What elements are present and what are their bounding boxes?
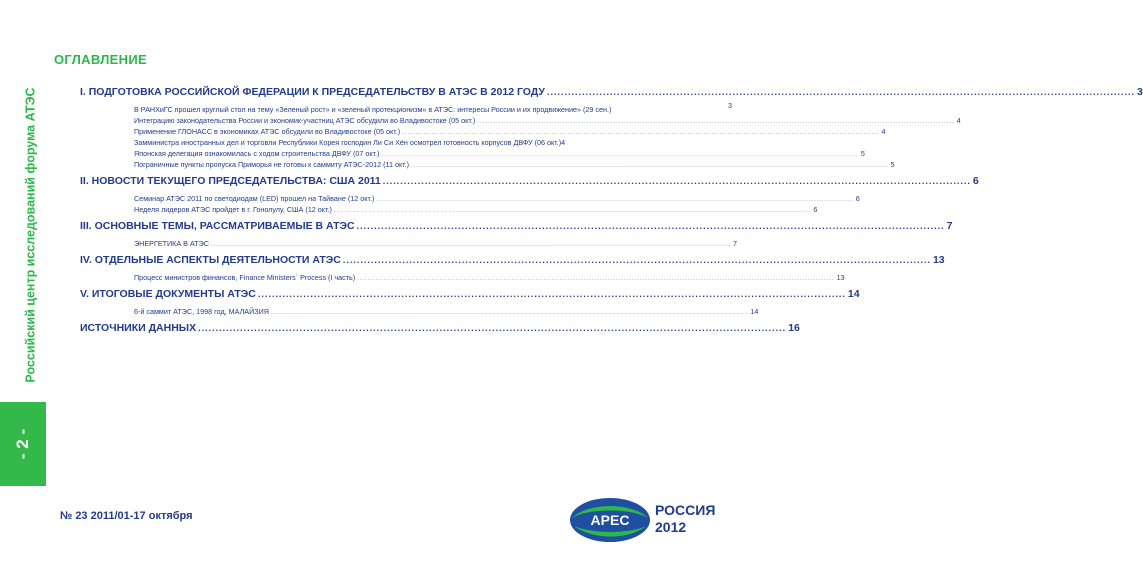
- toc-entry-label: V. ИТОГОВЫЕ ДОКУМЕНТЫ АТЭС: [80, 288, 256, 300]
- toc-section-1[interactable]: [80, 85, 1143, 100]
- toc-entry-label: ИСТОЧНИКИ ДАННЫХ: [80, 322, 197, 334]
- toc-page-number: 7: [733, 239, 738, 248]
- side-vertical-title: [20, 80, 42, 390]
- toc-page-number: 14: [750, 307, 759, 316]
- toc-leader-dots: ...................................................................................................................................................................................: [333, 208, 812, 214]
- toc-leader-dots: ........................................................................................................................................................................: [342, 255, 931, 265]
- toc-subentry[interactable]: [134, 115, 961, 126]
- toc-section-5[interactable]: [80, 287, 860, 302]
- toc-page-number: 4: [881, 127, 886, 136]
- toc-entry-label: Интеграцию законодательства России и экономик-участниц АТЭС обсудили во Владивостоке (05 окт.): [134, 116, 476, 125]
- toc-entry-label: В РАНХиГС прошел круглый стол на тему «Зеленый рост» и «зеленый протекционизм» в АТЭС: интересы России и их продвижение» (29 сен.): [134, 105, 612, 114]
- toc-section-2[interactable]: [80, 174, 979, 189]
- toc-entry-label: Замминистра иностранных дел и торговли Республики Корея господин Ли Си Хён осмотрел готовность корпусов ДВФУ (06 окт.): [134, 138, 562, 147]
- toc-page-number: 6: [855, 194, 860, 203]
- page-number-tab: [0, 402, 46, 486]
- toc-leader-dots: ........................................................................................................................................................................: [257, 289, 846, 299]
- toc-subentry[interactable]: [134, 193, 860, 204]
- toc-page-number: 16: [788, 322, 800, 334]
- toc-section-4[interactable]: [80, 253, 945, 268]
- toc-page-number: 6: [813, 205, 818, 214]
- toc-leader-dots: ...................................................................................................................................................................................: [477, 119, 955, 125]
- toc-entry-label: Японская делегация ознакомилась с ходом строительства ДВФУ (07 окт.): [134, 149, 380, 158]
- toc-entry-label: 6-й саммит АТЭС, 1998 год, МАЛАЙЗИЯ: [134, 307, 269, 316]
- issue-number-date: № 23 2011/01-17 октября: [60, 510, 193, 522]
- toc-leader-dots: ...................................................................................................................................................................................: [357, 276, 835, 282]
- toc-subentry[interactable]: [134, 306, 759, 317]
- toc-leader-dots: ........................................................................................................................................................................: [356, 221, 945, 231]
- toc-entry-label: III. ОСНОВНЫЕ ТЕМЫ, РАССМАТРИВАЕМЫЕ В АТЭС: [80, 220, 355, 232]
- logo-caption: [655, 502, 715, 536]
- logo-year: 2012: [655, 519, 687, 535]
- toc-subentry[interactable]: [134, 104, 664, 115]
- toc-page-number-overflow: 3: [728, 101, 732, 110]
- toc-page-number: 13: [932, 254, 945, 266]
- toc-leader-dots: ...................................................................................................................................................................................: [376, 197, 854, 203]
- toc-leader-dots: ...................................................................................................................................................................................: [402, 130, 880, 136]
- toc-page-number: 4: [561, 138, 566, 147]
- toc-entry-label: Семинар АТЭС 2011 по светодиодам (LED) прошел на Тайване (12 окт.): [134, 194, 375, 203]
- logo-country: РОССИЯ: [655, 502, 716, 518]
- toc-entry-label: Применение ГЛОНАСС в экономиках АТЭС обсудили во Владивостоке (05 окт.): [134, 127, 401, 136]
- toc-section-sources[interactable]: [80, 321, 800, 336]
- toc-leader-dots: ...................................................................................................................................................................................: [411, 163, 889, 169]
- toc-subentry[interactable]: [134, 238, 738, 249]
- toc-page-number: 5: [860, 149, 865, 158]
- toc-leader-dots: ...................................................................................................................................................................................: [270, 310, 749, 316]
- toc-entry-label: IV. ОТДЕЛЬНЫЕ АСПЕКТЫ ДЕЯТЕЛЬНОСТИ АТЭС: [80, 254, 341, 266]
- toc-leader-dots: ........................................................................................................................................................................: [546, 87, 1136, 97]
- toc-page-number: 14: [847, 288, 860, 300]
- toc-subentry[interactable]: [134, 126, 886, 137]
- table-of-contents: [80, 85, 1143, 336]
- toc-subentry[interactable]: [134, 137, 640, 148]
- toc-entry-label: Пограничные пункты пропуска Приморья не готовы к саммиту АТЭС-2012 (11 окт.): [134, 160, 410, 169]
- toc-entry-label: Процесс министров финансов, Finance Ministers` Process (I часть): [134, 273, 356, 282]
- toc-subentry[interactable]: [134, 204, 818, 215]
- toc-page-number: 13: [836, 273, 845, 282]
- toc-subentry[interactable]: [134, 148, 865, 159]
- apec-logo-icon: [568, 496, 652, 544]
- toc-page-number: 6: [972, 175, 979, 187]
- toc-entry-label: I. ПОДГОТОВКА РОССИЙСКОЙ ФЕДЕРАЦИИ К ПРЕДСЕДАТЕЛЬСТВУ В АТЭС В 2012 ГОДУ: [80, 86, 545, 98]
- toc-leader-dots: ...................................................................................................................................................................................................: [210, 242, 732, 248]
- toc-section-3[interactable]: [80, 219, 953, 234]
- toc-entry-label: II. НОВОСТИ ТЕКУЩЕГО ПРЕДСЕДАТЕЛЬСТВА: США 2011: [80, 175, 381, 187]
- side-vertical-text: Российский центр исследований форума АТЭС: [24, 87, 38, 383]
- toc-page-number: 5: [890, 160, 895, 169]
- toc-page-number: 3: [1137, 86, 1143, 98]
- toc-leader-dots: ........................................................................................................................................................................: [198, 323, 787, 333]
- page-number-label: - 2 -: [12, 428, 32, 460]
- toc-title: ОГЛАВЛЕНИЕ: [54, 52, 147, 67]
- toc-leader-dots: ...................................................................................................................................................................................: [381, 152, 859, 158]
- toc-entry-label: ЭНЕРГЕТИКА В АТЭС: [134, 239, 209, 248]
- toc-subentry[interactable]: [134, 272, 845, 283]
- toc-entry-label: Неделя лидеров АТЭС пройдет в г. Гонолулу, США (12 окт.): [134, 205, 332, 214]
- toc-subentry[interactable]: [134, 159, 895, 170]
- toc-leader-dots: ........................................................................................................................................................................: [382, 176, 971, 186]
- logo-text: APEC: [590, 512, 630, 528]
- toc-page-number: 4: [956, 116, 961, 125]
- toc-page-number: 7: [946, 220, 953, 232]
